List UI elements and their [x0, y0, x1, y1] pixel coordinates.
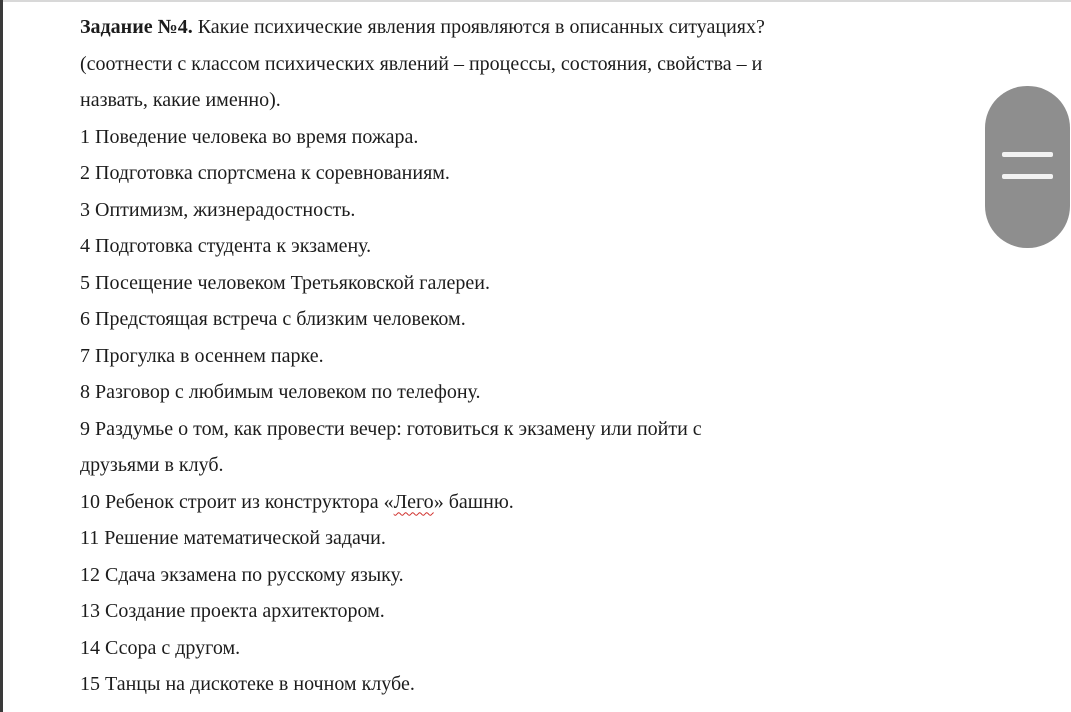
- list-item: 14 Ссора с другом.: [80, 636, 241, 659]
- task-question: Какие психические явления проявляются в описанных ситуациях?: [192, 16, 765, 38]
- top-divider: [0, 0, 1071, 2]
- spellcheck-flagged-word[interactable]: Лего: [393, 490, 434, 513]
- list-item: 7 Прогулка в осеннем парке.: [80, 344, 324, 367]
- list-item-10: [80, 484, 980, 521]
- list-item: 4 Подготовка студента к экзамену.: [80, 235, 372, 257]
- list-item: 5 Посещение человеком Третьяковской галереи.: [80, 271, 490, 294]
- list-item: 6 Предстоящая встреча с близким человеком.: [80, 308, 466, 330]
- list-item: 9 Раздумье о том, как провести вечер: готовиться к экзамену или пойти с: [80, 417, 702, 440]
- task-instruction-line: (соотнести с классом психических явлений – процессы, состояния, свойства – и: [80, 52, 763, 75]
- list-item: 8 Разговор с любимым человеком по телефону.: [80, 381, 481, 403]
- handle-bar-bottom: [1002, 174, 1053, 179]
- list-item: 2 Подготовка спортсмена к соревнованиям.: [80, 162, 450, 184]
- list-item: 13 Создание проекта архитектором.: [80, 600, 385, 622]
- list-item: 3 Оптимизм, жизнерадостность.: [80, 198, 356, 221]
- left-border: [0, 0, 3, 712]
- list-item-text-end: » башню.: [433, 490, 514, 513]
- list-item: 12 Сдача экзамена по русскому языку.: [80, 563, 404, 586]
- list-item: 11 Решение математической задачи.: [80, 527, 386, 549]
- list-item: 15 Танцы на дискотеке в ночном клубе.: [80, 673, 415, 695]
- task-title-line: [80, 9, 980, 46]
- drag-handle-icon[interactable]: [985, 86, 1070, 248]
- document-text: [80, 9, 980, 703]
- list-item: 1 Поведение человека во время пожара.: [80, 125, 419, 148]
- handle-bar-top: [1002, 152, 1053, 157]
- list-item-continuation: друзьями в клуб.: [80, 454, 224, 476]
- task-number: Задание №4.: [80, 16, 193, 38]
- list-item-text: 10 Ребенок строит из конструктора «: [80, 490, 394, 513]
- task-instruction-line-end: назвать, какие именно).: [80, 89, 281, 111]
